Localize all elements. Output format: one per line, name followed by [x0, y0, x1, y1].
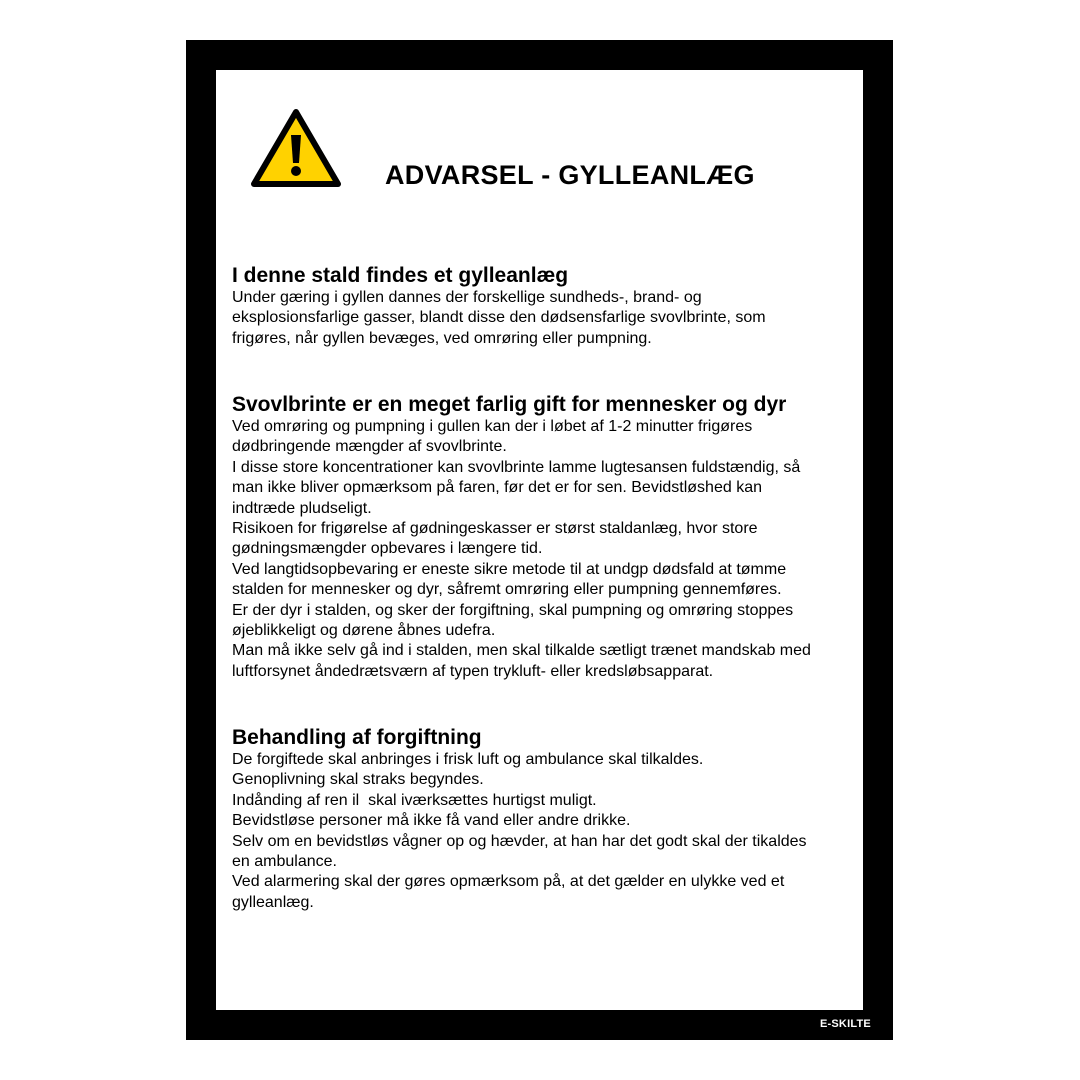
- body-line: Risikoen for frigørelse af gødningeskasser er størst staldanlæg, hvor store: [232, 520, 758, 538]
- section-heading: I denne stald findes et gylleanlæg: [232, 264, 569, 287]
- body-line: øjeblikkeligt og dørene åbnes udefra.: [232, 622, 496, 640]
- body-line: Under gæring i gyllen dannes der forskellige sundheds-, brand- og: [232, 289, 702, 306]
- body-line: gødningsmængder opbevares i længere tid.: [232, 540, 543, 558]
- body-line: Indånding af ren il skal iværksættes hurtigst muligt.: [232, 791, 597, 809]
- body-line: man ikke bliver opmærksom på faren, før det er for sen. Bevidstløshed kan: [232, 479, 762, 497]
- body-line: I disse store koncentrationer kan svovlbrinte lamme lugtesansen fuldstændig, så: [232, 458, 801, 476]
- body-line: Selv om en bevidstløs vågner op og hævder, at han har det godt skal der tikaldes: [232, 832, 807, 850]
- body-line: eksplosionsfarlige gasser, blandt disse den dødsensfarlige svovlbrinte, som: [232, 309, 766, 327]
- body-line: Bevidstløse personer må ikke få vand eller andre drikke.: [232, 812, 631, 830]
- sign-title: ADVARSEL - GYLLEANLÆG: [385, 160, 755, 190]
- body-line: stalden for mennesker og dyr, såfremt omrøring eller pumpning gennemføres.: [232, 581, 782, 599]
- brand-logo: E-SKILTE: [820, 1018, 871, 1030]
- body-line: indtræde pludseligt.: [232, 499, 372, 517]
- body-line: Man må ikke selv gå ind i stalden, men skal tilkalde sætligt trænet mandskab med: [232, 642, 811, 660]
- section-body: [232, 750, 852, 913]
- section-heading: Svovlbrinte er en meget farlig gift for mennesker og dyr: [232, 393, 787, 416]
- body-line: Genoplivning skal straks begyndes.: [232, 771, 484, 789]
- body-line: frigøres, når gyllen bevæges, ved omrøring eller pumpning.: [232, 329, 652, 347]
- section-svovlbrinte: [232, 393, 852, 682]
- body-line: en ambulance.: [232, 853, 337, 871]
- section-heading: Behandling af forgiftning: [232, 726, 482, 749]
- section-body: [232, 288, 852, 349]
- body-line: De forgiftede skal anbringes i frisk luft og ambulance skal tilkaldes.: [232, 751, 704, 768]
- body-line: Ved langtidsopbevaring er eneste sikre metode til at undgp dødsfald at tømme: [232, 560, 787, 578]
- warning-triangle-icon: [250, 108, 342, 190]
- section-gylleanlaeg: [232, 264, 852, 349]
- body-line: Er der dyr i stalden, og sker der forgiftning, skal pumpning og omrøring stoppes: [232, 601, 794, 619]
- body-line: Ved omrøring og pumpning i gullen kan der i løbet af 1-2 minutter frigøres: [232, 418, 753, 435]
- body-line: luftforsynet åndedrætsværn af typen trykluft- eller kredsløbsapparat.: [232, 662, 714, 680]
- section-behandling: [232, 726, 852, 913]
- body-line: gylleanlæg.: [232, 893, 314, 911]
- body-line: Ved alarmering skal der gøres opmærksom på, at det gælder en ulykke ved et: [232, 873, 785, 891]
- body-line: dødbringende mængder af svovlbrinte.: [232, 438, 507, 456]
- section-body: [232, 417, 852, 682]
